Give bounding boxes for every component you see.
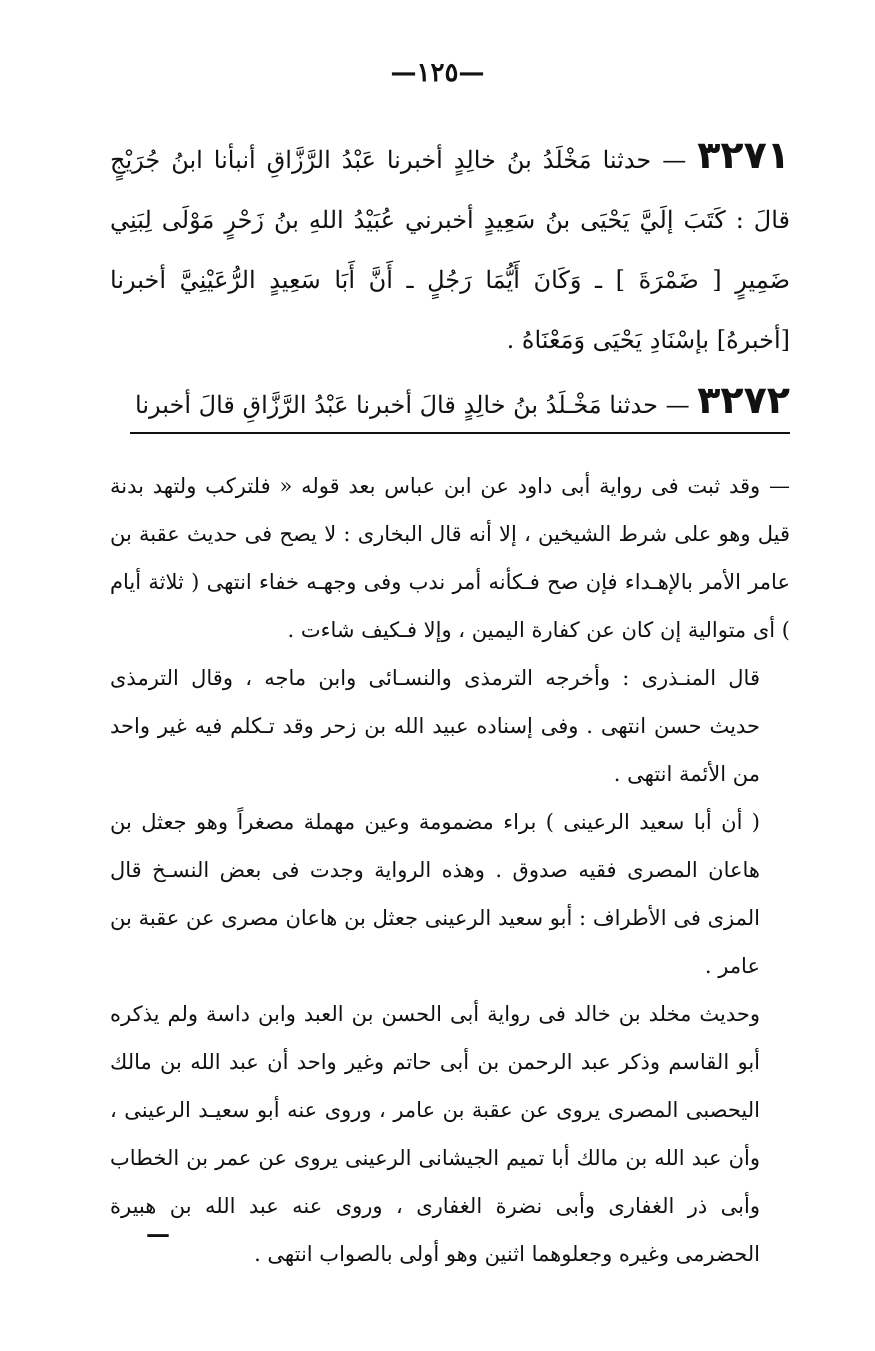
note-paragraph-4: وحديث مخلد بن خالد فى رواية أبى الحسن بن العبد وابن داسة ولم يذكره أبو القاسم وذكر عبد الرحمن بن أبى حاتم وغير واحد أن عبد الله بن مالك اليحصبى المصرى يروى عن عقبة بن عامر ، وروى عنه أبو سعيـد الرعينى ، وأن عبد الله بن مالك أبا تميم الجيشانى الرعينى يروى عن عمر بن الخطاب وأبى ذر الغفارى وأبى نضرة الغفارى ، وروى عنه عبد الله بن هبيرة الحضرمى وغيره وجعلوهما اثنين وهو أولى بالصواب انتهى . bbox=[110, 1002, 761, 1266]
note-paragraph-1: — وقد ثبت فى رواية أبى داود عن ابن عباس بعد قوله « فلتركب ولتهد بدنة قيل وهو على شرط الشيخين ، إلا أنه قال البخارى : لا يصح فى حديث عقبة بن عامر الأمر بالإهـداء فإن صح فـكأنه أمر ندب وفى وجهـه خفاء انتهى ( ثلاثة أيام ) أى متوالية إن كان عن كفارة اليمين ، وإلا فـكيف شاءت . bbox=[110, 474, 790, 642]
note-paragraph-2: قال المنـذرى : وأخرجه الترمذى والنسـائى وابن ماجه ، وقال الترمذى حديث حسن انتهى . وفى إسناده عبيد الله بن زحر وقد تـكلم فيه غير واحد من الأئمة انتهى . bbox=[110, 666, 760, 786]
page-number: —١٢٥— bbox=[390, 58, 485, 88]
hadith-number-3272: ٣٢٧٢ bbox=[697, 378, 790, 422]
main-hadith-text bbox=[110, 125, 790, 435]
hadith-3272 bbox=[110, 370, 790, 435]
hadith-3271 bbox=[110, 125, 790, 370]
hadith-text-3271: — حدثنا مَخْلَدُ بنُ خالِدٍ أخبرنا عَبْدُ الرَّزَّاقِ أنبأنا ابنُ جُرَيْجٍ قالَ : كَتَبَ إلَيَّ يَحْيَى بنُ سَعِيدٍ أخبرني عُبَيْدُ اللهِ بنُ زَحْرٍ مَوْلَى لِبَنِي ضَمِيرٍ [ ضَمْرَةَ ] ـ وَكَانَ أَيُّمَا رَجُلٍ ـ أَنَّ أَبَا سَعِيدٍ الرُّعَيْنِيَّ أخبرنا [أخبرهُ] بإسْنَادِ يَحْيَى وَمَعْنَاهُ . bbox=[110, 146, 790, 354]
footnote-divider bbox=[130, 432, 790, 434]
end-dash: — bbox=[146, 1219, 170, 1248]
hadith-number-3271: ٣٢٧١ bbox=[697, 133, 790, 177]
hadith-text-3272: — حدثنا مَخْـلَدُ بنُ خالِدٍ قالَ أخبرنا عَبْدُ الرَّزَّاقِ قالَ أخبرنا bbox=[135, 391, 698, 419]
note-paragraph-3: ( أن أبا سعيد الرعينى ) براء مضمومة وعين مهملة مصغراً وهو جعثل بن هاعان المصرى فقيه صدوق . وهذه الرواية وجدت فى بعض النسـخ قال المزى فى الأطراف : أبو سعيد الرعينى جعثل بن هاعان مصرى عن عقبة بن عامر . bbox=[110, 810, 760, 978]
commentary-notes bbox=[110, 462, 790, 1278]
